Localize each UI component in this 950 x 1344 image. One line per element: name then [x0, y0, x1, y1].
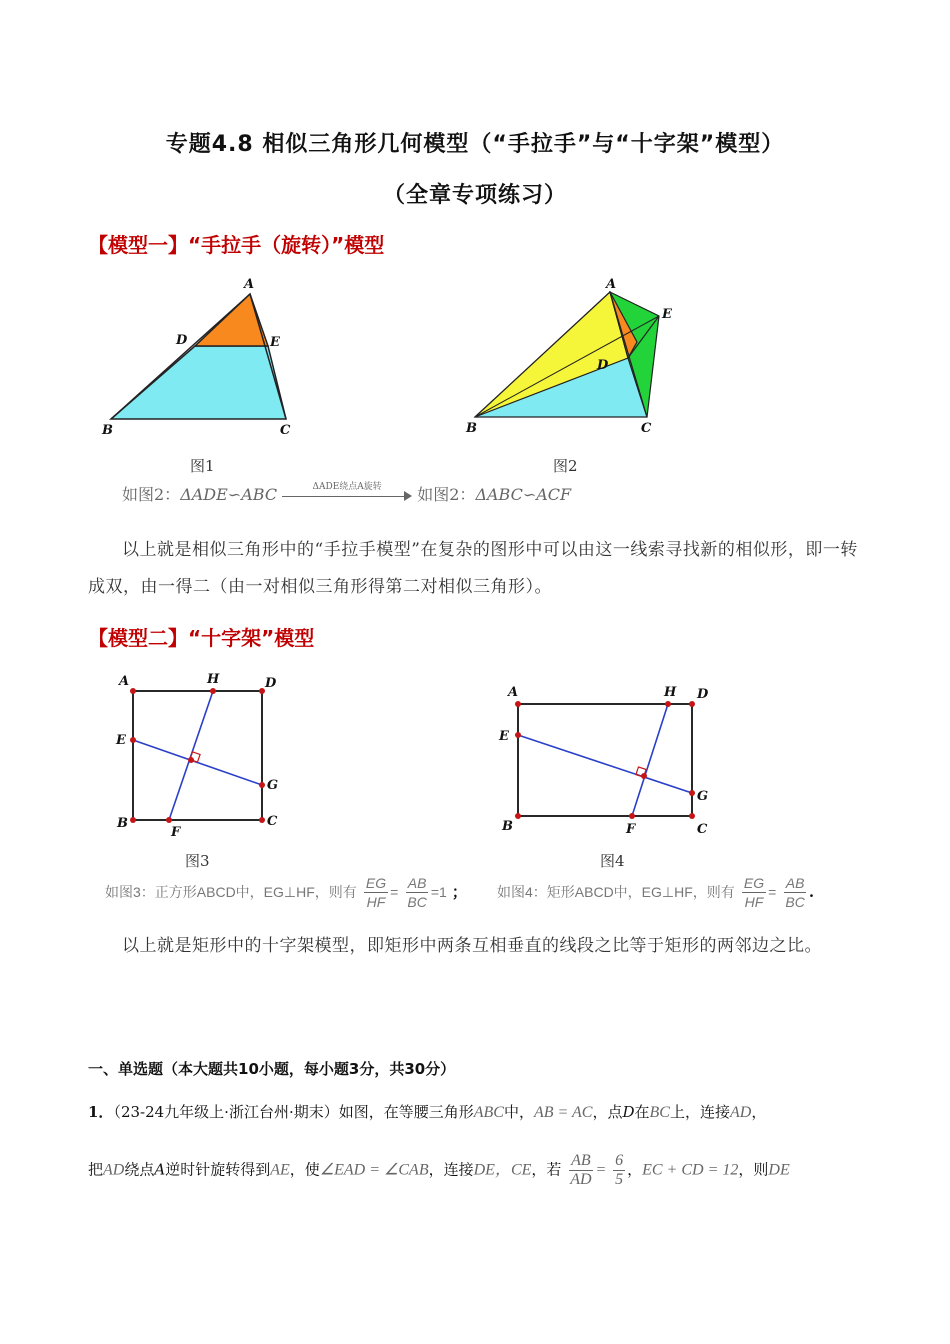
fig1-label-a: A	[244, 277, 255, 292]
cross-condition-3: 如图3：正方形ABCD中，EG⊥HF，则有 $\frac{EG}{HF}$ = $\frac{AB}{BC}$ =1 ；	[105, 875, 467, 910]
fig3-label-d: D	[265, 676, 277, 691]
fig3-label-c: C	[267, 814, 278, 829]
fig3-label-b: B	[117, 816, 128, 831]
fig1-label-b: B	[102, 423, 113, 438]
cross-condition-4: 如图4：矩形ABCD中，EG⊥HF，则有 $\frac{EG}{HF}$ = $\frac{AB}{BC}$ .	[497, 875, 815, 910]
fig3-label-a: A	[119, 674, 130, 689]
fig4-label-d: D	[697, 687, 709, 702]
model1-heading: 【模型一】“手拉手（旋转）”模型	[88, 233, 385, 257]
fig4-label-c: C	[697, 822, 708, 837]
model2-heading: 【模型二】“十字架”模型	[88, 626, 315, 650]
fig4-label-e: E	[499, 729, 509, 744]
fig3-label-h: H	[207, 672, 220, 687]
rectangle-abcd	[518, 704, 692, 816]
question-1-line-2: 把AD绕点A逆时针旋转得到AE，使∠EAD = ∠CAB，连接DE，CE，若 $\frac{AB}{AD}$ = $\frac{6}{5}$ ，EC + CD = 12，则DE	[88, 1152, 790, 1188]
fig3-label-f: F	[171, 825, 181, 840]
figure-1-caption: 图1	[190, 457, 215, 475]
square-abcd	[133, 691, 262, 820]
fig4-label-g: G	[697, 789, 709, 804]
rotation-formula: 如图2：ΔADE∽ABC ΔADE绕点A旋转 如图2：ΔABC∽ACF	[122, 481, 572, 504]
model1-paragraph: 以上就是相似三角形中的“手拉手模型”在复杂的图形中可以由这一线索寻找新的相似形，即一转成双，由一得二（由一对相似三角形得第二对相似三角形）。	[88, 540, 858, 597]
fig2-label-e: E	[662, 307, 672, 322]
page-subtitle: （全章专项练习）	[382, 183, 567, 208]
fig1-label-d: D	[176, 333, 188, 348]
segment-hf	[632, 704, 668, 816]
fig1-label-e: E	[270, 335, 280, 350]
fig3-label-e: E	[116, 733, 126, 748]
fig4-label-h: H	[664, 685, 677, 700]
page-title: 专题4.8 相似三角形几何模型（“手拉手”与“十字架”模型）	[165, 132, 785, 157]
figure-4	[492, 678, 727, 838]
figure-3	[105, 665, 295, 840]
figure-2	[460, 272, 690, 442]
fig2-label-c: C	[641, 421, 652, 436]
figure-3-caption: 图3	[185, 852, 210, 870]
segment-eg	[518, 735, 692, 793]
fig3-label-g: G	[267, 778, 279, 793]
fig2-label-b: B	[466, 421, 477, 436]
figure-1	[98, 272, 298, 442]
fig4-label-a: A	[508, 685, 519, 700]
rotation-arrow: ΔADE绕点A旋转	[282, 487, 412, 505]
figure-2-caption: 图2	[553, 457, 578, 475]
fig2-label-d: D	[597, 358, 609, 373]
figure-4-caption: 图4	[600, 852, 625, 870]
trapezoid-dbce	[111, 346, 286, 419]
fig2-label-a: A	[606, 277, 617, 292]
fig4-label-f: F	[626, 822, 636, 837]
fig1-label-c: C	[280, 423, 291, 438]
question-1-line-1: 1．（23-24九年级上·浙江台州·期末）如图，在等腰三角形ABC中，AB = AC，点D在BC上，连接AD，	[88, 1103, 767, 1121]
fig4-label-b: B	[502, 819, 513, 834]
section-heading: 一、单选题（本大题共10小题，每小题3分，共30分）	[88, 1060, 456, 1078]
model2-paragraph: 以上就是矩形中的十字架模型，即矩形中两条互相垂直的线段之比等于矩形的两邻边之比。	[122, 936, 822, 956]
